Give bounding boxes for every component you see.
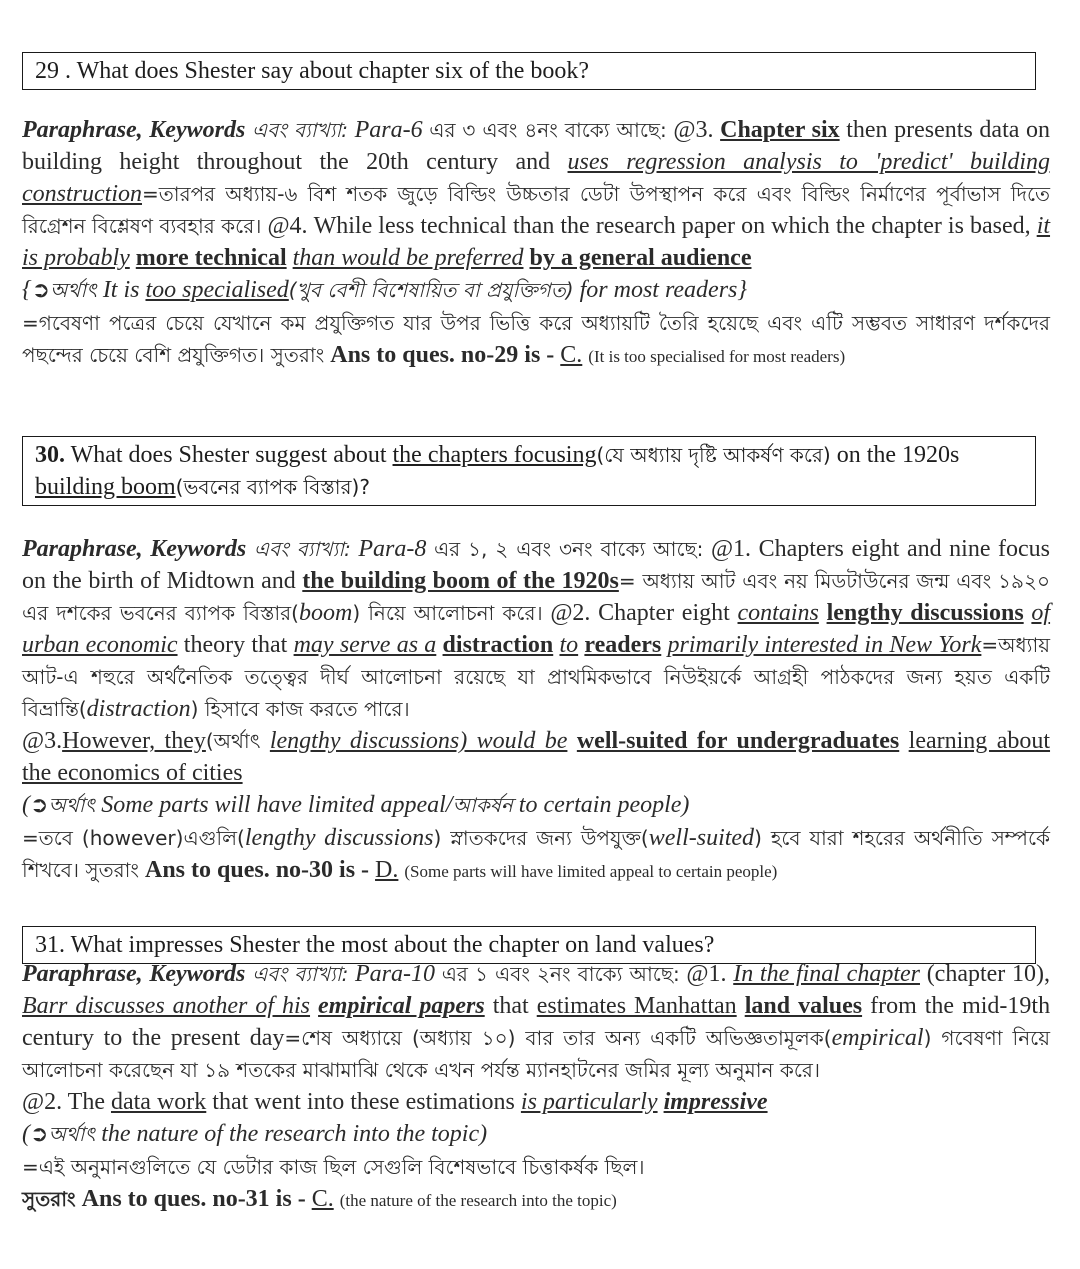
answer-label: Ans to ques. no-29 is - — [330, 342, 555, 368]
keyword-phrase: is particularly — [520, 1089, 658, 1115]
sentence-marker: @3. — [22, 728, 63, 754]
keyword: more technical — [135, 245, 287, 271]
bangla-explanation: ) স্নাতকদের জন্য উপযুক্ত( — [433, 826, 649, 850]
paraphrase-label: Paraphrase, Keywords — [22, 536, 247, 562]
keyword: lengthy discussions — [826, 600, 1024, 626]
answer-letter: C. — [560, 342, 583, 368]
para-ref: Para-10 — [355, 961, 436, 987]
bangla-explanation: =এই অনুমানগুলিতে যে ডেটার কাজ ছিল সেগুলি বিশেষভাবে চিত্তাকর্ষক ছিল। — [22, 1155, 645, 1179]
para-ref-bn: এবং ব্যাখ্যা: — [253, 537, 351, 561]
sentence-text: that — [492, 993, 529, 1019]
answer-note: (It is too specialised for most readers) — [588, 347, 846, 366]
meaning-text: Some parts will have limited appeal/ — [101, 792, 453, 818]
bangla-translation: =শেষ অধ্যায়ে (অধ্যায় ১০) বার তার অন্য একটি অভিজ্ঞতামূলক( — [284, 1026, 832, 1050]
meaning-text: for most readers} — [579, 277, 747, 303]
question-text: on the 1920s — [836, 442, 960, 468]
paren: ( — [22, 792, 30, 818]
para-ref-rest: এর ৩ এবং ৪নং বাক্যে আছে: — [429, 118, 667, 142]
meaning-lead: অর্থাৎ — [48, 1122, 96, 1146]
answer-30-explanation — [22, 533, 1050, 888]
answer-29-explanation — [22, 114, 1050, 373]
keyword: land values — [744, 993, 863, 1019]
keyword-phrase: primarily interested in New York — [667, 632, 982, 658]
sentence-text: then presents data on building height throughout the 20th century and — [22, 117, 1050, 175]
keyword-phrase: to — [559, 632, 579, 658]
meaning-text: the nature of the research into the topic) — [101, 1121, 488, 1147]
para-ref: Para-6 — [354, 117, 423, 143]
keyword: Chapter six — [720, 117, 840, 143]
english-gloss: empirical — [831, 1025, 924, 1051]
english-gloss: well-suited — [648, 825, 755, 851]
sentence-text: theory that — [183, 632, 288, 658]
question-number: 30. — [35, 442, 65, 468]
keyword-phrase: lengthy discussions) would be — [269, 728, 568, 754]
question-31-text: 31. What impresses Shester the most about the chapter on land values? — [35, 932, 715, 958]
question-text: What does Shester suggest about — [70, 442, 387, 468]
para-ref-rest: এর ১ এবং ২নং বাক্যে আছে: — [441, 962, 680, 986]
bangla-translation: =তারপর অধ্যায়-৬ বিশ শতক জুড়ে বিল্ডিং উচ্চতার ডেটা উপস্থাপন করে এবং বিল্ডিং নির্মাণের পূর্বাভাস দিতে রিগ্রেশন বিশ্লেষণ ব্যবহার করে। — [22, 182, 1050, 238]
keyword: too specialised — [145, 277, 289, 303]
answer-letter: D. — [375, 857, 399, 883]
answer-note: (the nature of the research into the topic) — [339, 1191, 617, 1210]
keyword-phrase: it is probably — [22, 213, 1051, 271]
sentence-marker: @1. — [686, 961, 727, 987]
bangla-explanation: =গবেষণা পত্রের চেয়ে যেখানে কম প্রযুক্তিগত যার উপর ভিত্তি করে অধ্যায়টি তৈরি হয়েছে এবং এটি সম্ভবত সাধারণ দর্শকদের পছন্দের চেয়ে বেশি প্রযুক্তিগত। সুতরাং — [22, 311, 1050, 367]
keyword: data work — [110, 1089, 207, 1115]
bangla-explanation: ) হবে যারা শহরের অর্থনীতি সম্পর্কে শিখবে। সুতরাং — [22, 826, 1050, 882]
para-ref-bn: এবং ব্যাখ্যা: — [252, 962, 349, 986]
answer-letter: C. — [311, 1186, 334, 1212]
para-ref-rest: এর ১, ২ এবং ৩নং বাক্যে আছে: — [433, 537, 704, 561]
keyword-phrase: In the final chapter — [733, 961, 920, 987]
bangla-translation: ) নিয়ে আলোচনা করে। — [352, 601, 543, 625]
english-gloss: boom — [299, 600, 353, 626]
bangla-gloss: (খুব বেশী বিশেষায়িত বা প্রযুক্তিগত) — [288, 278, 574, 302]
keyword-phrase: than would be preferred — [292, 245, 524, 271]
keyword-phrase: of urban economic — [22, 600, 1051, 658]
bangla-translation: ) গবেষণা নিয়ে আলোচনা করেছেন যা ১৯ শতকের মাঝামাঝি থেকে এখন পর্যন্ত ম্যানহাটনের জমির মূল্য অনুমান করে। — [22, 1026, 1050, 1082]
bangla-translation: =অধ্যায় আট-এ শহুরে অর্থনৈতিক তত্ত্বের দীর্ঘ আলোচনা রয়েছে যা প্রাথমিকভাবে নিউইয়র্কে আগ্রহী পাঠকদের জন্য হয়ত একটি বিভ্রান্তি( — [22, 633, 1051, 721]
paren: ( — [22, 1121, 30, 1147]
arrow-icon: ➲ — [31, 278, 51, 303]
answer-prefix: সুতরাং — [22, 1187, 76, 1211]
answer-label: Ans to ques. no-31 is - — [81, 1186, 306, 1212]
bangla-translation: ) হিসাবে কাজ করতে পারে। — [190, 697, 410, 721]
keyword: empirical papers — [318, 993, 485, 1019]
meaning-lead: অর্থাৎ — [48, 793, 96, 817]
para-ref: Para-8 — [358, 536, 427, 562]
keyword: readers — [584, 632, 662, 658]
keyword: by a general audience — [529, 245, 752, 271]
keyword-phrase: uses regression analysis to 'predict' building construction — [22, 149, 1050, 207]
keyword-phrase: estimates Manhattan — [536, 993, 737, 1019]
brace: { — [22, 277, 32, 303]
english-gloss: lengthy discussions — [244, 825, 434, 851]
meaning-text: It is — [102, 277, 140, 303]
meaning-text: to certain people) — [518, 792, 690, 818]
answer-note: (Some parts will have limited appeal to certain people) — [404, 862, 778, 881]
sentence-text: from the mid-19th century to the present day — [22, 993, 1051, 1051]
sentence-marker: @3. — [673, 117, 714, 143]
keyword: However, they — [62, 728, 206, 754]
keyword: the building boom of the 1920s — [302, 568, 619, 594]
meaning-lead: অর্থাৎ — [50, 278, 97, 302]
bangla-translation: = অধ্যায় আট এবং নয় মিডটাউনের জন্ম এবং ১৯২০ এর দশকের ভবনের ব্যাপক বিস্তার( — [22, 569, 1050, 625]
para-ref-bn: এবং ব্যাখ্যা: — [251, 118, 349, 142]
question-29-box — [22, 52, 1036, 90]
answer-label: Ans to ques. no-30 is - — [145, 857, 370, 883]
answer-31-explanation — [22, 958, 1050, 1217]
keyword-phrase: Barr discusses another of his — [22, 993, 311, 1019]
bangla-gloss: (অর্থাৎ — [205, 729, 261, 753]
question-29-text: 29 . What does Shester say about chapter six of the book? — [35, 58, 590, 84]
keyword-phrase: contains — [737, 600, 819, 626]
bangla-explanation: =তবে (however)এগুলি( — [22, 826, 245, 850]
sentence-text: that went into these estimations — [212, 1089, 515, 1115]
question-keyword: building boom — [35, 474, 176, 500]
paraphrase-label: Paraphrase, Keywords — [22, 117, 246, 143]
question-30-box — [22, 436, 1036, 506]
question-keyword: the chapters focusing — [392, 442, 597, 468]
question-bangla: (ভবনের ব্যাপক বিস্তার)? — [175, 475, 370, 499]
question-bangla: (যে অধ্যায় দৃষ্টি আকর্ষণ করে) — [596, 443, 831, 467]
keyword-phrase: may serve as a — [293, 632, 437, 658]
sentence-text: @2. Chapter eight — [550, 600, 730, 626]
sentence-text: @1. Chapters eight and nine focus on the birth of Midtown and — [22, 536, 1051, 594]
keyword-phrase: learning about the economics of cities — [22, 728, 1051, 786]
arrow-icon: ➲ — [30, 1122, 49, 1147]
keyword: well-suited for undergraduates — [576, 728, 900, 754]
keyword: distraction — [442, 632, 554, 658]
sentence-text: (chapter 10), — [926, 961, 1050, 987]
english-gloss: distraction — [86, 696, 191, 722]
arrow-icon: ➲ — [30, 793, 49, 818]
paraphrase-label: Paraphrase, Keywords — [22, 961, 246, 987]
sentence-text: @4. While less technical than the research paper on which the chapter is based, — [267, 213, 1031, 239]
bangla-gloss: আকর্ষন — [452, 793, 513, 817]
sentence-text: @2. The — [22, 1089, 105, 1115]
keyword: impressive — [663, 1089, 768, 1115]
